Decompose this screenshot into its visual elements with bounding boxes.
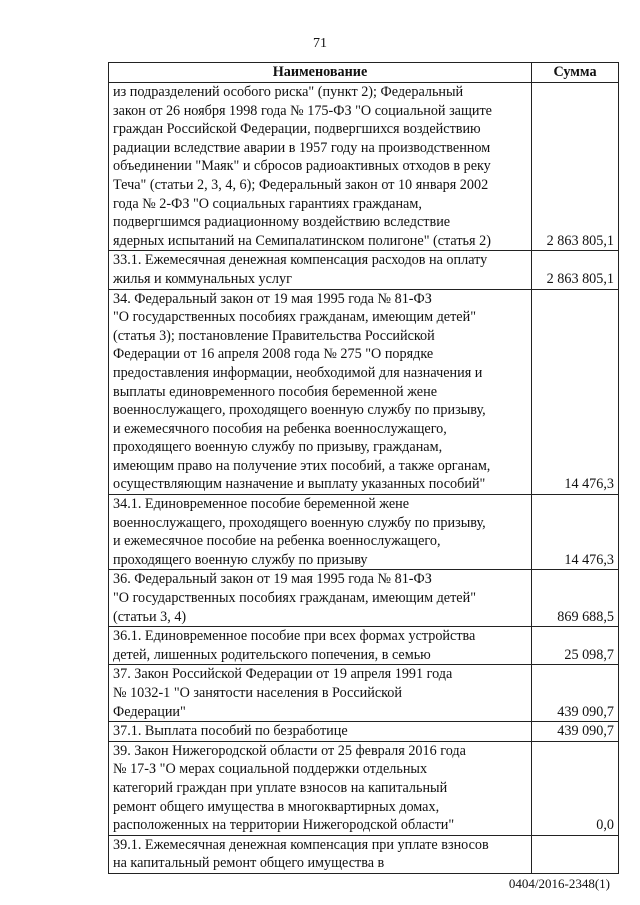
row-text-line: имеющим право на получение этих пособий, а также органам, xyxy=(113,457,491,474)
row-text-line: 39. Закон Нижегородской области от 25 февраля 2016 года xyxy=(113,742,466,759)
row-text-line: жилья и коммунальных услуг xyxy=(113,270,292,287)
row-text-line: 34.1. Единовременное пособие беременной жене xyxy=(113,496,410,513)
row-text-line: предоставления информации, необходимой для назначения и xyxy=(113,364,483,381)
row-name-cell xyxy=(109,741,532,835)
row-name-cell xyxy=(109,83,532,251)
row-text-line: Федерации от 16 апреля 2008 года № 275 "О порядке xyxy=(113,346,434,363)
table-body xyxy=(109,83,619,874)
row-text-line: объединении "Маяк" и сбросов радиоактивных отходов в реку xyxy=(113,158,491,175)
row-text-line: Теча" (статьи 2, 3, 4, 6); Федеральный закон от 10 января 2002 xyxy=(113,176,489,193)
table-row xyxy=(109,495,619,570)
row-name-cell xyxy=(109,289,532,495)
row-text-line: радиации вследствие аварии в 1957 году на производственном xyxy=(113,139,491,156)
row-text-line: проходящего военную службу по призыву xyxy=(113,551,368,568)
row-text-line: проходящего военную службу по призыву, гражданам, xyxy=(113,439,443,456)
row-text-line: ремонт общего имущества в многоквартирных домах, xyxy=(113,798,440,815)
row-text-line: граждан Российской Федерации, подвергшихся воздействию xyxy=(113,121,481,138)
row-name-cell xyxy=(109,665,532,722)
row-text-line: № 17-З "О мерах социальной поддержки отдельных xyxy=(113,761,428,778)
row-sum-cell: 2 863 805,1 xyxy=(532,83,619,251)
row-sum-cell: 2 863 805,1 xyxy=(532,251,619,289)
row-text-line: военнослужащего, проходящего военную службу по призыву, xyxy=(113,402,486,419)
table-row xyxy=(109,251,619,289)
document-code: 0404/2016-2348(1) xyxy=(508,876,610,891)
row-text-line: ядерных испытаний на Семипалатинском полигоне" (статья 2) xyxy=(113,232,491,249)
row-text-line: из подразделений особого риска" (пункт 2); Федеральный xyxy=(113,84,464,100)
row-text-line: года № 2-ФЗ "О социальных гарантиях гражданам, xyxy=(113,195,422,212)
row-text-line: на капитальный ремонт общего имущества в xyxy=(113,855,385,872)
row-text-line: (статья 3); постановление Правительства Российской xyxy=(113,327,435,344)
column-header-name: Наименование xyxy=(109,63,532,83)
row-text-line: Федерации" xyxy=(113,703,186,720)
row-sum-cell: 439 090,7 xyxy=(532,665,619,722)
row-name-cell xyxy=(109,495,532,570)
row-text-line: "О государственных пособиях гражданам, имеющим детей" xyxy=(113,590,476,607)
row-sum-cell xyxy=(532,835,619,873)
table-row xyxy=(109,722,619,742)
row-text-line: и ежемесячного пособия на ребенка военнослужащего, xyxy=(113,420,447,437)
row-sum-cell: 25 098,7 xyxy=(532,627,619,665)
row-text-line: осуществляющим назначение и выплату указанных пособий" xyxy=(113,476,486,493)
row-text-line: "О государственных пособиях гражданам, имеющим детей" xyxy=(113,309,476,326)
row-text-line: детей, лишенных родительского попечения, в семью xyxy=(113,646,431,663)
row-name-cell xyxy=(109,251,532,289)
row-text-line: 33.1. Ежемесячная денежная компенсация расходов на оплату xyxy=(113,252,488,269)
page-number: 71 xyxy=(313,36,327,51)
row-text-line: военнослужащего, проходящего военную службу по призыву, xyxy=(113,514,486,531)
table-row xyxy=(109,665,619,722)
row-text-line: № 1032-1 "О занятости населения в Российской xyxy=(113,685,402,701)
row-text-line: закон от 26 ноября 1998 года № 175-ФЗ "О социальной защите xyxy=(113,102,492,119)
table-row xyxy=(109,741,619,835)
row-text-line: 37.1. Выплата пособий по безработице xyxy=(113,723,348,740)
column-header-sum: Сумма xyxy=(532,63,619,83)
row-text-line: 34. Федеральный закон от 19 мая 1995 года № 81-ФЗ xyxy=(113,290,432,307)
row-text-line: категорий граждан при уплате взносов на капитальный xyxy=(113,779,448,796)
row-text-line: 39.1. Ежемесячная денежная компенсация при уплате взносов xyxy=(113,836,489,853)
row-name-cell xyxy=(109,722,532,742)
table-header-row xyxy=(109,63,619,83)
table-row xyxy=(109,289,619,495)
row-sum-cell: 14 476,3 xyxy=(532,289,619,495)
row-text-line: выплаты единовременного пособия беременной жене xyxy=(113,383,437,400)
table-row xyxy=(109,570,619,627)
row-name-cell xyxy=(109,627,532,665)
row-text-line: подвергшимся радиационному воздействию вследствие xyxy=(113,214,451,231)
row-text-line: 36.1. Единовременное пособие при всех формах устройства xyxy=(113,628,476,645)
row-text-line: 36. Федеральный закон от 19 мая 1995 года № 81-ФЗ xyxy=(113,571,432,588)
table-row xyxy=(109,83,619,251)
table-row xyxy=(109,835,619,873)
row-name-cell xyxy=(109,835,532,873)
row-text-line: (статьи 3, 4) xyxy=(113,608,187,625)
row-sum-cell: 14 476,3 xyxy=(532,495,619,570)
row-sum-cell: 869 688,5 xyxy=(532,570,619,627)
row-sum-cell: 439 090,7 xyxy=(532,722,619,742)
row-name-cell xyxy=(109,570,532,627)
budget-table xyxy=(108,62,619,874)
row-text-line: и ежемесячное пособие на ребенка военнослужащего, xyxy=(113,533,441,550)
row-text-line: расположенных на территории Нижегородской области" xyxy=(113,817,455,834)
table-row xyxy=(109,627,619,665)
row-sum-cell: 0,0 xyxy=(532,741,619,835)
row-text-line: 37. Закон Российской Федерации от 19 апреля 1991 года xyxy=(113,666,453,683)
